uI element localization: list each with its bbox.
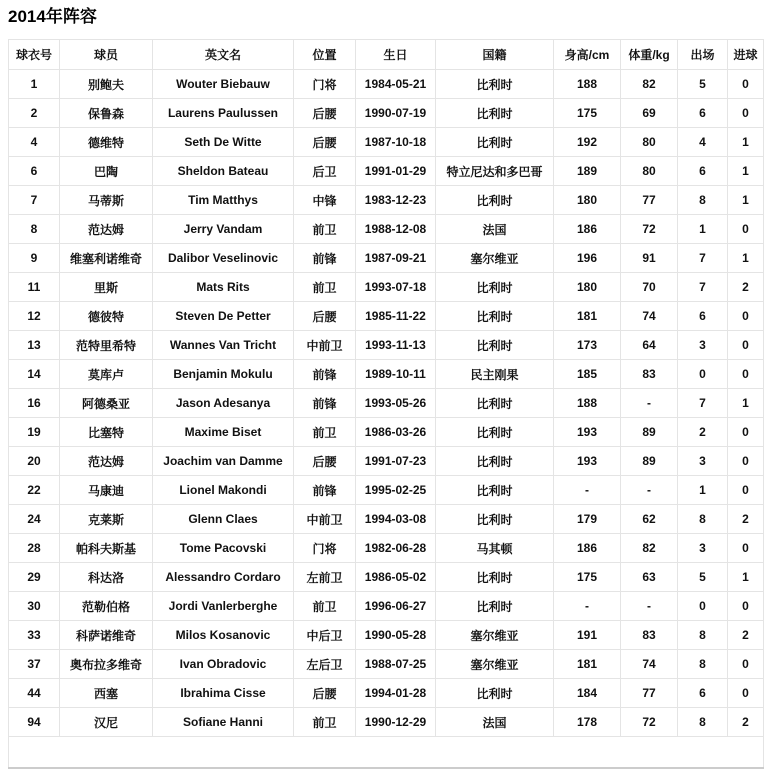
table-row — [9, 244, 764, 273]
table-cell: 1994-01-28 — [356, 679, 436, 708]
table-cell: 1986-05-02 — [356, 563, 436, 592]
table-cell: 范达姆 — [60, 447, 153, 476]
table-cell: 比利时 — [436, 302, 554, 331]
table-cell: 184 — [554, 679, 621, 708]
table-cell: Tim Matthys — [153, 186, 294, 215]
table-cell: 范达姆 — [60, 215, 153, 244]
table-cell: 莫库卢 — [60, 360, 153, 389]
table-row — [9, 360, 764, 389]
table-row — [9, 708, 764, 737]
table-cell: 0 — [728, 447, 764, 476]
table-cell: 8 — [678, 186, 728, 215]
table-row — [9, 534, 764, 563]
table-cell: 1 — [728, 244, 764, 273]
table-cell: Ibrahima Cisse — [153, 679, 294, 708]
table-cell: Milos Kosanovic — [153, 621, 294, 650]
table-cell: Lionel Makondi — [153, 476, 294, 505]
table-cell: 后腰 — [294, 99, 356, 128]
table-cell: 6 — [9, 157, 60, 186]
table-cell: 0 — [728, 534, 764, 563]
column-header-7: 体重/kg — [621, 40, 678, 70]
table-cell: 1 — [9, 70, 60, 99]
table-cell: 179 — [554, 505, 621, 534]
table-cell: 比利时 — [436, 99, 554, 128]
table-cell: 72 — [621, 215, 678, 244]
table-cell: 0 — [728, 476, 764, 505]
table-cell: 1993-07-18 — [356, 273, 436, 302]
table-cell: - — [554, 476, 621, 505]
table-cell: 74 — [621, 650, 678, 679]
table-cell: Sofiane Hanni — [153, 708, 294, 737]
table-cell: 1985-11-22 — [356, 302, 436, 331]
table-cell: 范特里希特 — [60, 331, 153, 360]
table-cell: 1988-07-25 — [356, 650, 436, 679]
table-cell: 7 — [9, 186, 60, 215]
table-cell: 189 — [554, 157, 621, 186]
table-cell: 192 — [554, 128, 621, 157]
table-cell: 188 — [554, 389, 621, 418]
table-row — [9, 186, 764, 215]
table-cell: 6 — [678, 157, 728, 186]
table-cell: 比利时 — [436, 273, 554, 302]
table-cell: 1993-11-13 — [356, 331, 436, 360]
table-cell: 185 — [554, 360, 621, 389]
table-cell: 塞尔维亚 — [436, 621, 554, 650]
table-cell: Sheldon Bateau — [153, 157, 294, 186]
column-header-5: 国籍 — [436, 40, 554, 70]
table-cell: 民主刚果 — [436, 360, 554, 389]
table-cell: 比利时 — [436, 679, 554, 708]
table-cell: 8 — [678, 650, 728, 679]
table-cell: Jordi Vanlerberghe — [153, 592, 294, 621]
table-cell: 8 — [678, 708, 728, 737]
table-cell: 1987-09-21 — [356, 244, 436, 273]
table-cell: 后卫 — [294, 157, 356, 186]
table-cell: 特立尼达和多巴哥 — [436, 157, 554, 186]
table-row — [9, 302, 764, 331]
table-row — [9, 128, 764, 157]
table-cell: 前锋 — [294, 360, 356, 389]
table-cell: 比利时 — [436, 563, 554, 592]
table-cell: 63 — [621, 563, 678, 592]
table-cell: 1988-12-08 — [356, 215, 436, 244]
table-cell: 克莱斯 — [60, 505, 153, 534]
table-cell: 5 — [678, 70, 728, 99]
table-cell: 7 — [678, 244, 728, 273]
table-cell: 1995-02-25 — [356, 476, 436, 505]
table-cell: 13 — [9, 331, 60, 360]
table-cell: 左前卫 — [294, 563, 356, 592]
column-header-9: 进球 — [728, 40, 764, 70]
table-cell: 4 — [678, 128, 728, 157]
table-cell: 0 — [728, 418, 764, 447]
roster-table — [8, 39, 764, 769]
table-cell: 191 — [554, 621, 621, 650]
table-cell: Benjamin Mokulu — [153, 360, 294, 389]
table-cell: 前卫 — [294, 708, 356, 737]
table-cell: 比利时 — [436, 592, 554, 621]
table-cell: 比利时 — [436, 389, 554, 418]
table-row — [9, 389, 764, 418]
table-cell: 11 — [9, 273, 60, 302]
table-row — [9, 650, 764, 679]
table-cell: 1 — [678, 215, 728, 244]
table-cell: 7 — [678, 273, 728, 302]
table-cell: 180 — [554, 186, 621, 215]
table-cell: 1990-12-29 — [356, 708, 436, 737]
table-cell: 比利时 — [436, 331, 554, 360]
table-row — [9, 99, 764, 128]
table-footer-empty-cell — [9, 737, 764, 769]
table-cell: 0 — [728, 302, 764, 331]
table-cell: 法国 — [436, 215, 554, 244]
table-cell: 西塞 — [60, 679, 153, 708]
table-cell: 173 — [554, 331, 621, 360]
table-cell: 6 — [678, 302, 728, 331]
table-row — [9, 331, 764, 360]
table-cell: 后腰 — [294, 447, 356, 476]
table-cell: 9 — [9, 244, 60, 273]
table-cell: Glenn Claes — [153, 505, 294, 534]
table-cell: 科萨诺维奇 — [60, 621, 153, 650]
table-cell: 181 — [554, 650, 621, 679]
table-cell: 24 — [9, 505, 60, 534]
table-cell: 2 — [678, 418, 728, 447]
table-cell: 29 — [9, 563, 60, 592]
table-cell: 6 — [678, 99, 728, 128]
table-cell: 64 — [621, 331, 678, 360]
table-cell: Wannes Van Tricht — [153, 331, 294, 360]
table-cell: 8 — [678, 621, 728, 650]
table-cell: Seth De Witte — [153, 128, 294, 157]
table-cell: 2 — [9, 99, 60, 128]
table-cell: 6 — [678, 679, 728, 708]
table-cell: 门将 — [294, 534, 356, 563]
table-header — [9, 40, 764, 70]
table-cell: 后腰 — [294, 679, 356, 708]
column-header-1: 球员 — [60, 40, 153, 70]
table-cell: 1994-03-08 — [356, 505, 436, 534]
table-cell: 中前卫 — [294, 331, 356, 360]
table-cell: 178 — [554, 708, 621, 737]
table-row — [9, 563, 764, 592]
table-cell: 0 — [728, 650, 764, 679]
table-row — [9, 215, 764, 244]
table-cell: 后腰 — [294, 302, 356, 331]
table-cell: 94 — [9, 708, 60, 737]
table-cell: 4 — [9, 128, 60, 157]
table-body — [9, 70, 764, 737]
table-row — [9, 418, 764, 447]
column-header-4: 生日 — [356, 40, 436, 70]
table-cell: 1989-10-11 — [356, 360, 436, 389]
table-cell: 比利时 — [436, 505, 554, 534]
table-cell: 0 — [678, 592, 728, 621]
table-cell: 范勒伯格 — [60, 592, 153, 621]
table-cell: 89 — [621, 447, 678, 476]
table-cell: 1990-05-28 — [356, 621, 436, 650]
table-cell: Jason Adesanya — [153, 389, 294, 418]
table-cell: 比利时 — [436, 70, 554, 99]
column-header-2: 英文名 — [153, 40, 294, 70]
table-cell: 16 — [9, 389, 60, 418]
table-cell: 塞尔维亚 — [436, 244, 554, 273]
table-cell: - — [621, 476, 678, 505]
table-cell: 1996-06-27 — [356, 592, 436, 621]
table-cell: 后腰 — [294, 128, 356, 157]
table-row — [9, 679, 764, 708]
column-header-3: 位置 — [294, 40, 356, 70]
table-cell: 汉尼 — [60, 708, 153, 737]
column-header-0: 球衣号 — [9, 40, 60, 70]
table-cell: 中锋 — [294, 186, 356, 215]
table-cell: Joachim van Damme — [153, 447, 294, 476]
table-cell: Wouter Biebauw — [153, 70, 294, 99]
table-cell: 82 — [621, 534, 678, 563]
table-cell: 8 — [678, 505, 728, 534]
table-cell: 比利时 — [436, 447, 554, 476]
table-cell: 1986-03-26 — [356, 418, 436, 447]
table-cell: 塞尔维亚 — [436, 650, 554, 679]
table-cell: 30 — [9, 592, 60, 621]
table-cell: 14 — [9, 360, 60, 389]
table-cell: - — [621, 389, 678, 418]
table-cell: 193 — [554, 418, 621, 447]
table-cell: 维塞利诺维奇 — [60, 244, 153, 273]
table-cell: 0 — [728, 99, 764, 128]
table-cell: 德维特 — [60, 128, 153, 157]
table-row — [9, 592, 764, 621]
table-cell: 1987-10-18 — [356, 128, 436, 157]
table-cell: 3 — [678, 534, 728, 563]
table-cell: 3 — [678, 447, 728, 476]
table-cell: 左后卫 — [294, 650, 356, 679]
table-cell: 1 — [728, 157, 764, 186]
table-cell: 77 — [621, 186, 678, 215]
table-cell: 82 — [621, 70, 678, 99]
table-cell: 前卫 — [294, 418, 356, 447]
table-cell: 3 — [678, 331, 728, 360]
table-cell: 196 — [554, 244, 621, 273]
table-cell: 前锋 — [294, 389, 356, 418]
table-header-row — [9, 40, 764, 70]
table-footer-row — [9, 737, 764, 769]
table-cell: 巴陶 — [60, 157, 153, 186]
table-cell: 91 — [621, 244, 678, 273]
table-cell: 0 — [728, 592, 764, 621]
table-cell: Jerry Vandam — [153, 215, 294, 244]
table-cell: Laurens Paulussen — [153, 99, 294, 128]
table-cell: 1983-12-23 — [356, 186, 436, 215]
table-footer — [9, 737, 764, 769]
table-cell: 12 — [9, 302, 60, 331]
table-cell: Dalibor Veselinovic — [153, 244, 294, 273]
table-cell: 83 — [621, 360, 678, 389]
table-cell: 188 — [554, 70, 621, 99]
table-cell: 0 — [678, 360, 728, 389]
table-cell: 前锋 — [294, 476, 356, 505]
table-cell: 0 — [728, 70, 764, 99]
table-cell: 8 — [9, 215, 60, 244]
table-cell: 80 — [621, 128, 678, 157]
table-cell: 89 — [621, 418, 678, 447]
table-cell: 83 — [621, 621, 678, 650]
table-cell: 77 — [621, 679, 678, 708]
table-cell: 62 — [621, 505, 678, 534]
table-cell: 1991-07-23 — [356, 447, 436, 476]
table-row — [9, 157, 764, 186]
table-cell: 阿德桑亚 — [60, 389, 153, 418]
table-cell: 74 — [621, 302, 678, 331]
table-cell: 马其顿 — [436, 534, 554, 563]
table-cell: 1 — [678, 476, 728, 505]
table-cell: 1 — [728, 186, 764, 215]
table-cell: Maxime Biset — [153, 418, 294, 447]
table-cell: 44 — [9, 679, 60, 708]
table-cell: 比利时 — [436, 128, 554, 157]
table-cell: 科达洛 — [60, 563, 153, 592]
table-cell: Tome Pacovski — [153, 534, 294, 563]
table-cell: 2 — [728, 273, 764, 302]
table-cell: 28 — [9, 534, 60, 563]
table-cell: 69 — [621, 99, 678, 128]
table-cell: 193 — [554, 447, 621, 476]
table-cell: 比利时 — [436, 186, 554, 215]
table-cell: 72 — [621, 708, 678, 737]
table-cell: 7 — [678, 389, 728, 418]
table-cell: 1 — [728, 128, 764, 157]
table-cell: 马蒂斯 — [60, 186, 153, 215]
table-cell: 1984-05-21 — [356, 70, 436, 99]
table-cell: 2 — [728, 621, 764, 650]
table-cell: 前卫 — [294, 215, 356, 244]
table-cell: 80 — [621, 157, 678, 186]
column-header-8: 出场 — [678, 40, 728, 70]
table-cell: 2 — [728, 505, 764, 534]
table-cell: - — [554, 592, 621, 621]
table-cell: Mats Rits — [153, 273, 294, 302]
table-cell: 别鲍夫 — [60, 70, 153, 99]
table-cell: 马康迪 — [60, 476, 153, 505]
table-cell: 1 — [728, 389, 764, 418]
table-cell: 1991-01-29 — [356, 157, 436, 186]
table-cell: 1 — [728, 563, 764, 592]
table-cell: - — [621, 592, 678, 621]
table-cell: 0 — [728, 331, 764, 360]
table-cell: 186 — [554, 215, 621, 244]
table-cell: 181 — [554, 302, 621, 331]
table-row — [9, 447, 764, 476]
table-cell: 1982-06-28 — [356, 534, 436, 563]
table-cell: 180 — [554, 273, 621, 302]
table-cell: 中后卫 — [294, 621, 356, 650]
table-cell: 5 — [678, 563, 728, 592]
table-cell: 175 — [554, 99, 621, 128]
table-cell: 前卫 — [294, 273, 356, 302]
table-cell: 2 — [728, 708, 764, 737]
column-header-6: 身高/cm — [554, 40, 621, 70]
table-cell: 前卫 — [294, 592, 356, 621]
table-row — [9, 273, 764, 302]
table-cell: 德彼特 — [60, 302, 153, 331]
table-cell: 0 — [728, 360, 764, 389]
table-cell: 保鲁森 — [60, 99, 153, 128]
table-cell: 比利时 — [436, 476, 554, 505]
table-cell: 1993-05-26 — [356, 389, 436, 418]
table-cell: 帕科夫斯基 — [60, 534, 153, 563]
table-cell: 70 — [621, 273, 678, 302]
table-row — [9, 70, 764, 99]
table-cell: 33 — [9, 621, 60, 650]
table-cell: 中前卫 — [294, 505, 356, 534]
table-cell: 37 — [9, 650, 60, 679]
table-cell: Steven De Petter — [153, 302, 294, 331]
table-row — [9, 476, 764, 505]
table-cell: 186 — [554, 534, 621, 563]
table-cell: 22 — [9, 476, 60, 505]
table-cell: 前锋 — [294, 244, 356, 273]
table-cell: 里斯 — [60, 273, 153, 302]
page-title: 2014年阵容 — [8, 7, 97, 26]
table-cell: 0 — [728, 679, 764, 708]
table-cell: 0 — [728, 215, 764, 244]
table-cell: Ivan Obradovic — [153, 650, 294, 679]
table-cell: 20 — [9, 447, 60, 476]
table-cell: 奥布拉多维奇 — [60, 650, 153, 679]
table-row — [9, 505, 764, 534]
table-row — [9, 621, 764, 650]
table-cell: 175 — [554, 563, 621, 592]
table-cell: 比利时 — [436, 418, 554, 447]
table-cell: 比塞特 — [60, 418, 153, 447]
table-cell: 19 — [9, 418, 60, 447]
table-cell: Alessandro Cordaro — [153, 563, 294, 592]
table-cell: 门将 — [294, 70, 356, 99]
table-cell: 1990-07-19 — [356, 99, 436, 128]
table-cell: 法国 — [436, 708, 554, 737]
